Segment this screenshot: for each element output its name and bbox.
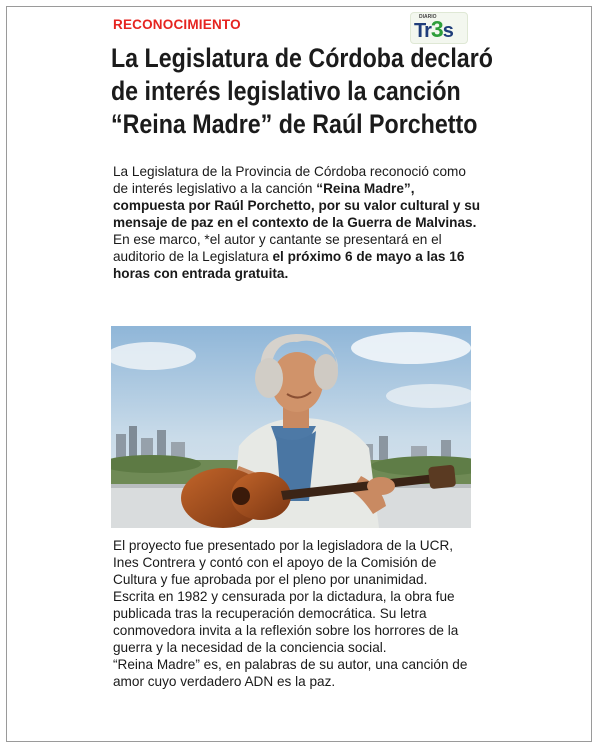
diario-tres-logo: [410, 12, 468, 44]
body-paragraph-1: El proyecto fue presentado por la legisladora de la UCR, Ines Contrera y contó con el apoyo de la Comisión de Cultura y fue aprobada por el pleno por unanimidad.: [113, 538, 454, 587]
article-intro: [113, 163, 483, 282]
intro-p2-bold: el próximo 6 de mayo a las 16 horas con entrada gratuita.: [113, 249, 465, 281]
article-photo: [111, 326, 471, 528]
intro-p1-bold: “Reina Madre”, compuesta por Raúl Porchetto, por su valor cultural y su mensaje de paz en el contexto de la Guerra de Malvinas.: [113, 181, 481, 230]
article-headline: [111, 42, 507, 141]
intro-p1-regular: La Legislatura de la Provincia de Córdoba reconoció como de interés legislativo a la canción: [113, 164, 466, 196]
headline-line-3: “Reina Madre” de Raúl Porchetto: [111, 109, 478, 139]
body-paragraph-3: “Reina Madre” es, en palabras de su autor, una canción de amor cuyo verdadero ADN es la paz.: [113, 657, 468, 689]
headline-line-2: de interés legislativo la canción: [111, 76, 461, 106]
logo-main-text: [414, 18, 453, 42]
logo-text-c: s: [442, 20, 453, 42]
body-paragraph-2: Escrita en 1982 y censurada por la dictadura, la obra fue publicada tras la recuperación democrática. Su letra conmovedora invita a la reflexión sobre los horrores de la guerra y la necesidad de la conciencia social.: [113, 589, 459, 655]
logo-small-text: DIARIO: [419, 14, 437, 20]
photo-illustration: [111, 326, 471, 528]
article-body: [113, 537, 473, 690]
section-label: RECONOCIMIENTO: [113, 17, 241, 32]
headline-line-1: La Legislatura de Córdoba declaró: [111, 43, 493, 73]
logo-text-b: 3: [430, 16, 443, 42]
intro-p2-regular: En ese marco, *el autor y cantante se presentará en el auditorio de la Legislatura: [113, 232, 442, 264]
logo-text-a: Tr: [414, 20, 431, 42]
